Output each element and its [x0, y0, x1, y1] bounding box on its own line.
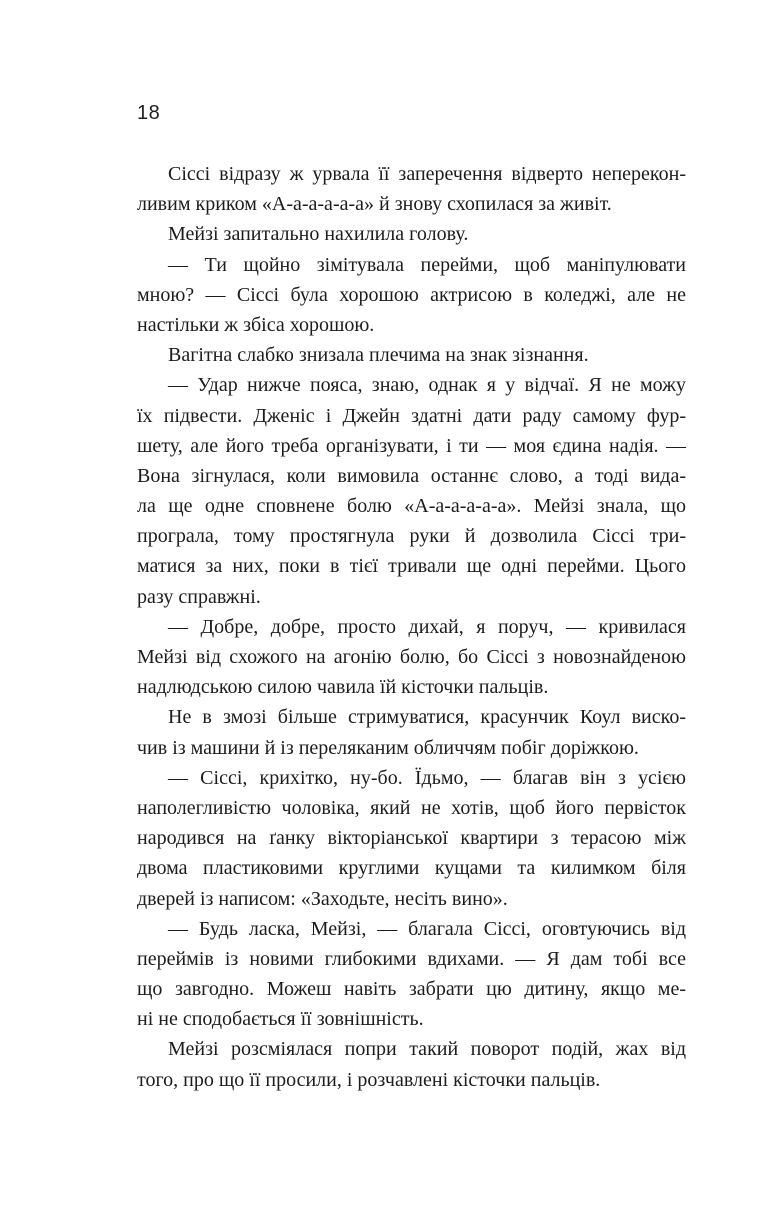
text-line: шету, але його треба організувати, і ти — моя єдина надія. —	[137, 434, 686, 457]
text-line: чив із машини й із переляканим обличчям побіг доріжкою.	[137, 736, 639, 759]
text-line: народився на ґанку вікторіанської квартири з терасою між	[137, 827, 686, 850]
text-line: Вагітна слабко знизала плечима на знак зізнання.	[168, 344, 589, 367]
text-line: мною? — Сіссі була хорошою актрисою в коледжі, але не	[137, 283, 686, 306]
text-line: — Будь ласка, Мейзі, — благала Сіссі, оговтуючись від	[168, 917, 686, 940]
text-line: їх підвести. Дженіс і Джейн здатні дати раду самому фур-	[137, 404, 686, 427]
text-line: Сіссі відразу ж урвала її заперечення відверто неперекон-	[168, 163, 686, 185]
text-line: надлюдською силою чавила їй кісточки пальців.	[137, 676, 549, 699]
text-line: двома пластиковими круглими кущами та килимком біля	[137, 857, 686, 880]
text-line: програла, тому простягнула руки й дозволила Сіссі три-	[137, 525, 686, 548]
text-line: наполегливістю чоловіка, який не хотів, щоб його первісток	[137, 796, 686, 819]
text-line: Мейзі запитально нахилила голову.	[168, 223, 469, 246]
text-line: ла ще одне сповнене болю «А-а-а-а-а-а». Мейзі знала, що	[137, 495, 686, 518]
text-line: ливим криком «А-а-а-а-а-а» й знову схопилася за живіт.	[137, 193, 612, 216]
text-line: матися за них, поки в тієї тривали ще одні перейми. Цього	[137, 555, 686, 578]
text-line: дверей із написом: «Заходьте, несіть вино».	[137, 887, 508, 910]
text-line: Не в змозі більше стримуватися, красунчик Коул виско-	[168, 706, 686, 729]
text-line: що завгодно. Можеш навіть забрати цю дитину, якщо ме-	[137, 978, 686, 1001]
text-line: переймів із новими глибокими вдихами. — Я дам тобі все	[137, 947, 686, 970]
text-line: Мейзі розсміялася попри такий поворот подій, жах від	[168, 1038, 686, 1061]
text-line: — Сіссі, крихітко, ну-бо. Їдьмо, — благав він з усією	[168, 766, 686, 789]
page-number: 18	[137, 102, 161, 124]
text-line: настільки ж збіса хорошою.	[137, 313, 375, 336]
text-line: — Ти щойно зімітувала перейми, щоб маніпулювати	[168, 253, 686, 276]
page-text	[137, 159, 686, 1095]
text-line: Мейзі від схожого на агонію болю, бо Сіссі з новознайденою	[137, 646, 686, 668]
text-line: того, про що її просили, і розчавлені кісточки пальців.	[137, 1068, 601, 1091]
text-line: разу справжні.	[137, 585, 261, 608]
text-line: Вона зігнулася, коли вимовила останнє слово, а тоді вида-	[137, 464, 686, 487]
text-line: — Удар нижче пояса, знаю, однак я у відчаї. Я не можу	[168, 374, 686, 397]
text-line: ні не сподобається її зовнішність.	[137, 1008, 424, 1031]
text-line: — Добре, добре, просто дихай, я поруч, — кривилася	[168, 615, 686, 638]
